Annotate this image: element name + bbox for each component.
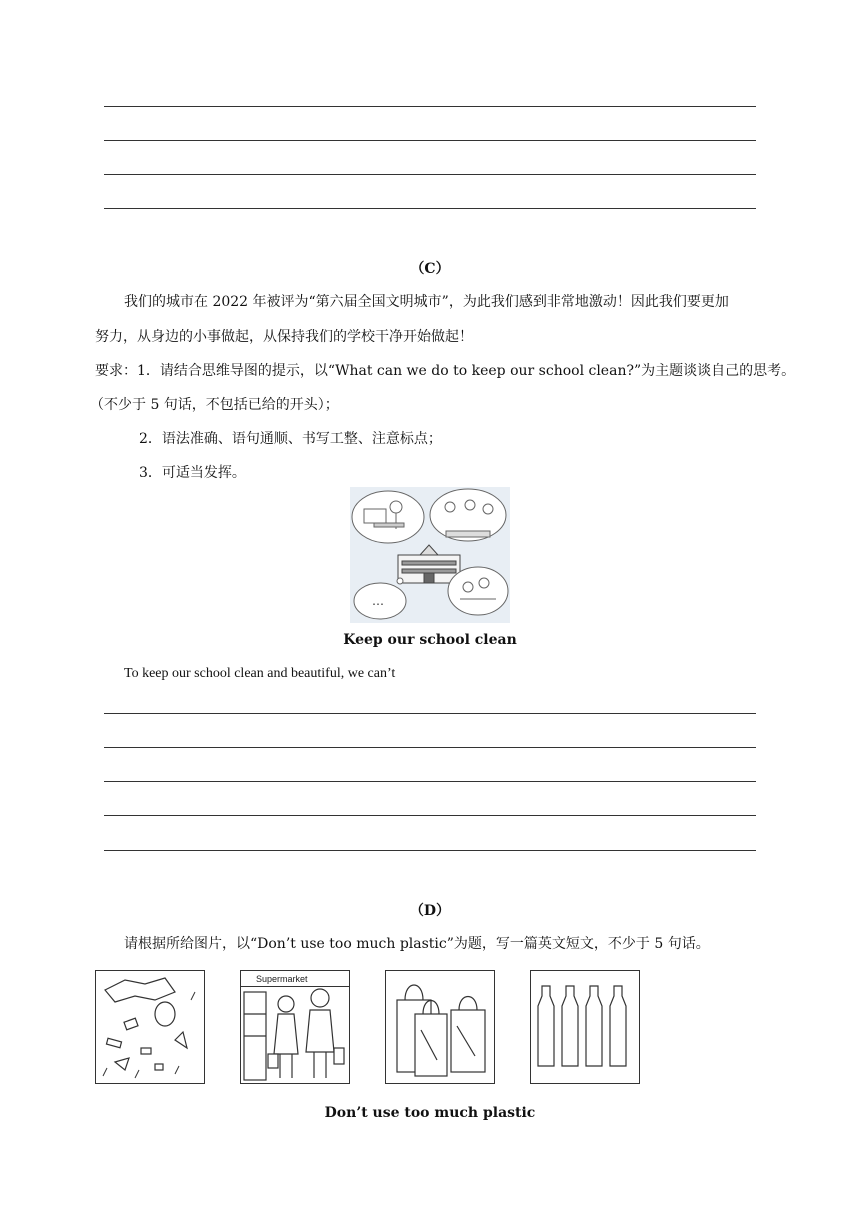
section-c-paragraph-line1: 我们的城市在 2022 年被评为“第六届全国文明城市”，为此我们感到非常地激动！因此我们要更加 xyxy=(124,294,729,310)
cloud-bubble-sweeping xyxy=(448,567,508,615)
answer-line[interactable] xyxy=(104,140,756,141)
answer-line[interactable] xyxy=(104,208,756,209)
answer-line[interactable] xyxy=(104,106,756,107)
section-c-requirement-1: 要求：1．请结合思维导图的提示，以“What can we do to keep our school clean?”为主题谈谈自己的思考。 xyxy=(95,363,796,379)
answer-line[interactable] xyxy=(104,174,756,175)
svg-text:…: … xyxy=(372,594,384,608)
answer-line[interactable] xyxy=(104,781,756,782)
shopping-bags-picture xyxy=(385,970,495,1084)
supermarket-sign: Supermarket xyxy=(256,974,308,984)
cloud-bubble-cleaning xyxy=(430,489,506,541)
section-d-label: （D） xyxy=(409,903,451,919)
section-c-requirement-1-cont: （不少于 5 句话，不包括已给的开头）； xyxy=(90,397,339,413)
section-c-requirement-3: 3．可适当发挥。 xyxy=(139,465,246,481)
answer-line[interactable] xyxy=(104,713,756,714)
answer-line[interactable] xyxy=(104,815,756,816)
answer-line[interactable] xyxy=(104,850,756,851)
cloud-bubble-classroom xyxy=(352,491,424,543)
section-c-image-caption: Keep our school clean xyxy=(343,632,517,648)
supermarket-picture xyxy=(240,970,350,1084)
section-d-prompt: 请根据所给图片，以“Don’t use too much plastic”为题，写一篇英文短文，不少于 5 句话。 xyxy=(124,936,710,952)
section-c-paragraph-line2: 努力，从身边的小事做起，从保持我们的学校干净开始做起！ xyxy=(95,329,473,345)
section-d-image-caption: Don’t use too much plastic xyxy=(324,1105,536,1121)
mind-map-illustration xyxy=(350,487,510,623)
litter-picture xyxy=(95,970,205,1084)
section-c-starter-sentence: To keep our school clean and beautiful, we can’t xyxy=(124,666,396,681)
section-c-label: （C） xyxy=(410,261,450,277)
section-c-requirement-2: 2．语法准确、语句通顺、书写工整、注意标点； xyxy=(139,431,442,447)
answer-line[interactable] xyxy=(104,747,756,748)
plastic-bottles-picture xyxy=(530,970,640,1084)
